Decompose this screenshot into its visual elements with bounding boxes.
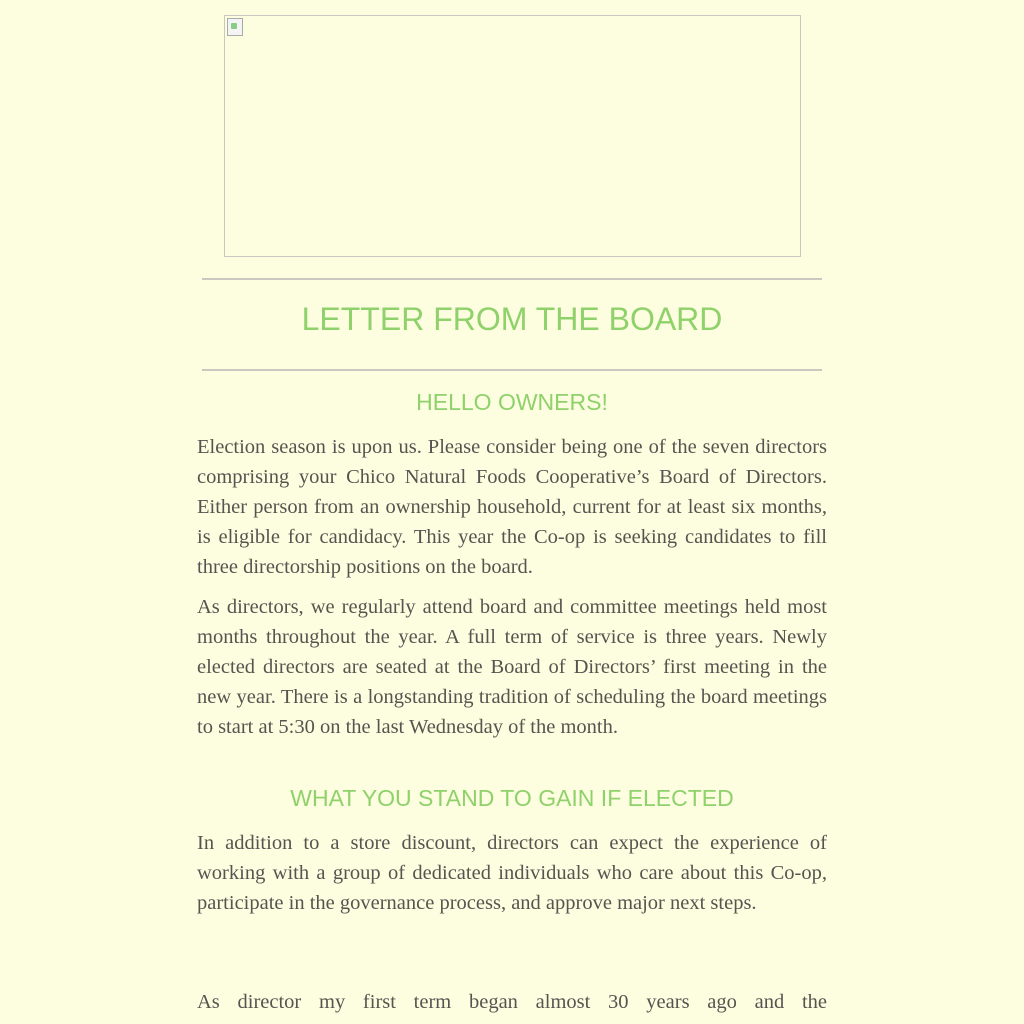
paragraph-first-term: As director my first term began almost 30 years ago and the <box>197 991 827 1013</box>
page-title: LETTER FROM THE BOARD <box>301 301 723 337</box>
heading-hello-owners: HELLO OWNERS! <box>416 389 608 415</box>
divider-bottom <box>202 369 822 371</box>
paragraph-election: Election season is upon us. Please consider being one of the seven directors comprising your Chico Natural Foods Cooperative’s Board of Directors. Either person from an ownership household, current for at least six months, is eligible for candidacy. This year the Co-op is seeking candidates to fill three directorship positions on the board. <box>197 436 827 578</box>
paragraph-directors: As directors, we regularly attend board and committee meetings held most months throughout the year. A full term of service is three years. Newly elected directors are seated at the Board of Directors’ first meeting in the new year. There is a longstanding tradition of scheduling the board meetings to start at 5:30 on the last Wednesday of the month. <box>197 596 827 738</box>
header-image <box>224 15 801 257</box>
heading-gain-if-elected: WHAT YOU STAND TO GAIN IF ELECTED <box>290 785 734 811</box>
broken-image-icon <box>227 18 243 36</box>
paragraph-benefits: In addition to a store discount, directors can expect the experience of working with a group of dedicated individuals who care about this Co-op, participate in the governance process, and approve major next steps. <box>197 832 827 914</box>
divider-top <box>202 278 822 280</box>
